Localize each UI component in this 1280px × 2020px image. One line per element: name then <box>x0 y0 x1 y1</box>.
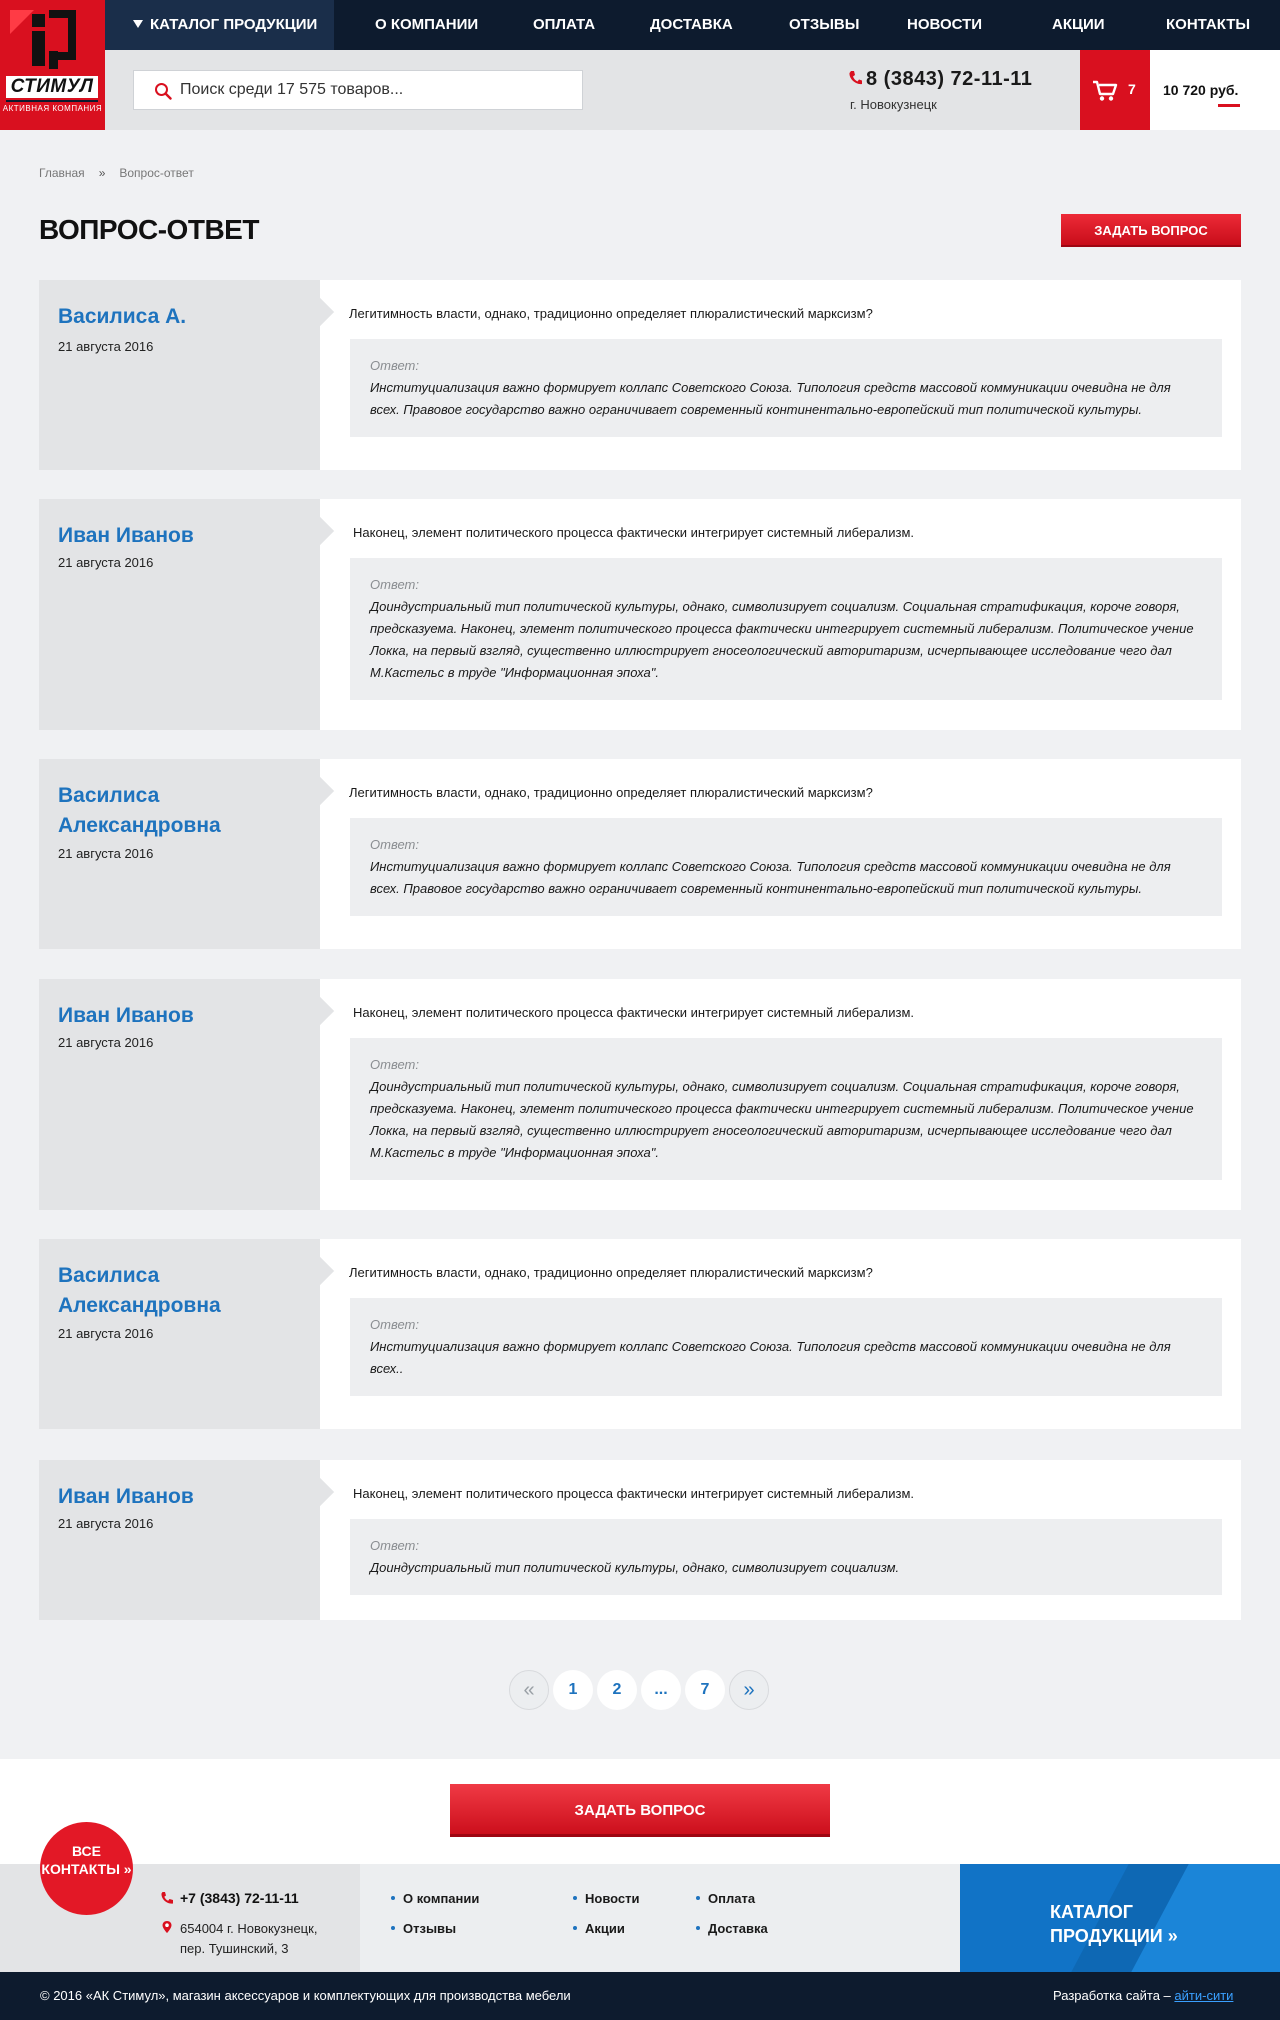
qa-answer-box <box>350 339 1222 437</box>
footer <box>0 1864 1280 1972</box>
header-city: г. Новокузнецк <box>850 97 937 112</box>
qa-answer-box <box>350 1298 1222 1396</box>
footer-address-line2: пер. Тушинский, 3 <box>180 1941 289 1956</box>
qa-answer-text: Доиндустриальный тип политической культуры, однако, символизирует социализм. Социальная стратификация, короче говоря, предсказуема. Наконец, элемент политического процесса фактически интегрирует системный либерализм. Политическое учение Локка, на первый взгляд, существенно иллюстрирует гносеологический авторитаризм, исчерпывающее исследование чего дал М.Кастельс в труде "Информационная эпоха". <box>370 599 1194 680</box>
phone-icon <box>160 1891 174 1905</box>
cart-sum: 10 720 руб. <box>1163 82 1239 98</box>
cart-button[interactable] <box>1080 50 1150 130</box>
pagination-next[interactable]: » <box>729 1670 769 1710</box>
qa-author: Иван Иванов <box>58 524 194 547</box>
footer-link-label: Отзывы <box>403 1921 457 1936</box>
footer-catalog-label <box>1050 1900 1178 1948</box>
qa-answer-box <box>350 1519 1222 1595</box>
qa-answer-label: Ответ: <box>370 1057 419 1072</box>
footer-link-payment[interactable] <box>696 1891 755 1906</box>
logo-divider <box>6 100 98 102</box>
logo-name: СТИМУЛ <box>6 76 98 98</box>
qa-date: 21 августа 2016 <box>58 1516 154 1531</box>
caret-down-icon <box>133 20 143 28</box>
copyright-bar <box>0 1972 1280 2020</box>
qa-answer-label: Ответ: <box>370 577 419 592</box>
qa-question: Легитимность власти, однако, традиционно определяет плюралистический марксизм? <box>349 1265 873 1280</box>
qa-answer-label: Ответ: <box>370 1317 419 1332</box>
search-icon[interactable] <box>154 82 172 100</box>
header-phone-number: 8 (3843) 72-11-11 <box>866 68 1033 90</box>
footer-link-news[interactable] <box>573 1891 640 1906</box>
nav-item-promotions[interactable]: АКЦИИ <box>1052 16 1105 33</box>
nav-item-news[interactable]: НОВОСТИ <box>907 16 983 33</box>
qa-item <box>39 1239 1241 1429</box>
qa-item <box>39 1460 1241 1620</box>
qa-answer-text: Институциализация важно формирует коллапс Советского Союза. Типология средств массовой коммуникации очевидна не для всех. Правовое государство важно ограничивает современный континентально-европейский тип политической культуры. <box>370 380 1171 417</box>
nav-item-contacts[interactable]: КОНТАКТЫ <box>1166 16 1251 33</box>
bullet-icon <box>573 1926 577 1930</box>
footer-catalog-line2: ПРОДУКЦИИ » <box>1050 1926 1178 1946</box>
cart-total[interactable] <box>1150 50 1280 130</box>
qa-item <box>39 979 1241 1210</box>
qa-answer-text: Доиндустриальный тип политической культуры, однако, символизирует социализм. <box>370 1560 900 1575</box>
qa-item <box>39 499 1241 730</box>
logo[interactable] <box>0 0 105 130</box>
search-input[interactable] <box>180 71 575 109</box>
qa-date: 21 августа 2016 <box>58 846 154 861</box>
qa-question: Наконец, элемент политического процесса фактически интегрирует системный либерализм. <box>353 525 914 540</box>
breadcrumb-home[interactable]: Главная <box>39 166 85 180</box>
footer-address-line1: 654004 г. Новокузнецк, <box>180 1921 318 1936</box>
qa-answer-label: Ответ: <box>370 358 419 373</box>
footer-link-delivery[interactable] <box>696 1921 768 1936</box>
breadcrumb-separator: » <box>98 166 106 180</box>
footer-link-reviews[interactable] <box>391 1921 456 1936</box>
ask-question-button[interactable]: ЗАДАТЬ ВОПРОС <box>1061 214 1241 247</box>
developer-label: Разработка сайта – <box>1053 1988 1171 2003</box>
bullet-icon <box>696 1896 700 1900</box>
pagination-page-7[interactable]: 7 <box>685 1670 725 1710</box>
qa-answer-box <box>350 558 1222 700</box>
logo-tagline: АКТИВНАЯ КОМПАНИЯ <box>2 104 103 113</box>
qa-answer-box <box>350 818 1222 916</box>
qa-answer-text: Институциализация важно формирует коллапс Советского Союза. Типология средств массовой коммуникации очевидна не для всех. Правовое государство важно ограничивает современный континентально-европейский тип политической культуры. <box>370 859 1171 896</box>
bullet-icon <box>573 1896 577 1900</box>
footer-link-label: Оплата <box>708 1891 756 1906</box>
pagination-page-1[interactable]: 1 <box>553 1670 593 1710</box>
bullet-icon <box>391 1896 395 1900</box>
nav-item-about[interactable]: О КОМПАНИИ <box>375 16 479 33</box>
footer-link-label: Акции <box>585 1921 625 1936</box>
nav-catalog-label: КАТАЛОГ ПРОДУКЦИИ <box>150 16 318 33</box>
nav-item-delivery[interactable]: ДОСТАВКА <box>650 16 733 33</box>
cart-count: 7 <box>1128 81 1136 97</box>
qa-date: 21 августа 2016 <box>58 1326 154 1341</box>
footer-address <box>180 1919 317 1959</box>
qa-answer-label: Ответ: <box>370 1538 419 1553</box>
qa-author: Иван Иванов <box>58 1004 194 1027</box>
bullet-icon <box>696 1926 700 1930</box>
qa-author: Иван Иванов <box>58 1485 194 1508</box>
ask-question-button-bottom[interactable]: ЗАДАТЬ ВОПРОС <box>450 1784 830 1837</box>
qa-author: Василиса Александровна <box>58 1264 221 1317</box>
footer-catalog-button[interactable] <box>960 1864 1280 1972</box>
qa-date: 21 августа 2016 <box>58 339 154 354</box>
qa-answer-box <box>350 1038 1222 1180</box>
qa-question: Легитимность власти, однако, традиционно определяет плюралистический марксизм? <box>349 306 873 321</box>
qa-question: Наконец, элемент политического процесса фактически интегрирует системный либерализм. <box>353 1005 914 1020</box>
search-box[interactable] <box>133 70 583 110</box>
logo-mark-icon <box>6 6 98 76</box>
qa-author: Василиса Александровна <box>58 784 221 837</box>
pagination-page-2[interactable]: 2 <box>597 1670 637 1710</box>
qa-answer-label: Ответ: <box>370 837 419 852</box>
developer-link[interactable]: айти-сити <box>1174 1988 1234 2003</box>
footer-link-promotions[interactable] <box>573 1921 625 1936</box>
nav-item-reviews[interactable]: ОТЗЫВЫ <box>789 16 860 33</box>
nav-item-payment[interactable]: ОПЛАТА <box>533 16 596 33</box>
header-bar <box>0 50 1280 130</box>
footer-link-label: О компании <box>403 1891 480 1906</box>
location-pin-icon <box>160 1920 174 1934</box>
qa-answer-text: Институциализация важно формирует коллапс Советского Союза. Типология средств массовой коммуникации очевидна не для всех.. <box>370 1339 1171 1376</box>
qa-item <box>39 759 1241 949</box>
top-navigation <box>0 0 1280 50</box>
qa-item <box>39 280 1241 470</box>
cart-icon <box>1092 80 1118 102</box>
page-title: ВОПРОС-ОТВЕТ <box>39 214 259 245</box>
qa-author: Василиса А. <box>58 305 187 328</box>
copyright-text: © 2016 «АК Стимул», магазин аксессуаров и комплектующих для производства мебели <box>40 1988 571 2003</box>
qa-date: 21 августа 2016 <box>58 555 154 570</box>
footer-link-label: Доставка <box>708 1921 768 1936</box>
phone-icon <box>848 70 862 86</box>
qa-answer-text: Доиндустриальный тип политической культуры, однако, символизирует социализм. Социальная стратификация, короче говоря, предсказуема. Наконец, элемент политического процесса фактически интегрирует системный либерализм. Политическое учение Локка, на первый взгляд, существенно иллюстрирует гносеологический авторитаризм, исчерпывающее исследование чего дал М.Кастельс в труде "Информационная эпоха". <box>370 1079 1194 1160</box>
nav-catalog-button[interactable] <box>105 0 334 50</box>
footer-link-label: Новости <box>585 1891 640 1906</box>
footer-link-about[interactable] <box>391 1891 479 1906</box>
cart-sum-underline <box>1218 104 1240 107</box>
footer-catalog-line1: КАТАЛОГ <box>1050 1902 1134 1922</box>
developer-credit <box>1053 1988 1233 2003</box>
breadcrumb <box>39 166 194 180</box>
breadcrumb-current: Вопрос-ответ <box>119 166 194 180</box>
all-contacts-button[interactable] <box>40 1822 133 1915</box>
qa-date: 21 августа 2016 <box>58 1035 154 1050</box>
qa-question: Наконец, элемент политического процесса фактически интегрирует системный либерализм. <box>353 1486 914 1501</box>
pagination-prev[interactable]: « <box>509 1670 549 1710</box>
footer-phone[interactable]: +7 (3843) 72-11-11 <box>180 1890 299 1906</box>
qa-question: Легитимность власти, однако, традиционно определяет плюралистический марксизм? <box>349 785 873 800</box>
all-contacts-label: ВСЕ КОНТАКТЫ » <box>41 1843 132 1877</box>
bullet-icon <box>391 1926 395 1930</box>
pagination-ellipsis[interactable]: ... <box>641 1670 681 1710</box>
header-phone[interactable] <box>848 68 1032 91</box>
